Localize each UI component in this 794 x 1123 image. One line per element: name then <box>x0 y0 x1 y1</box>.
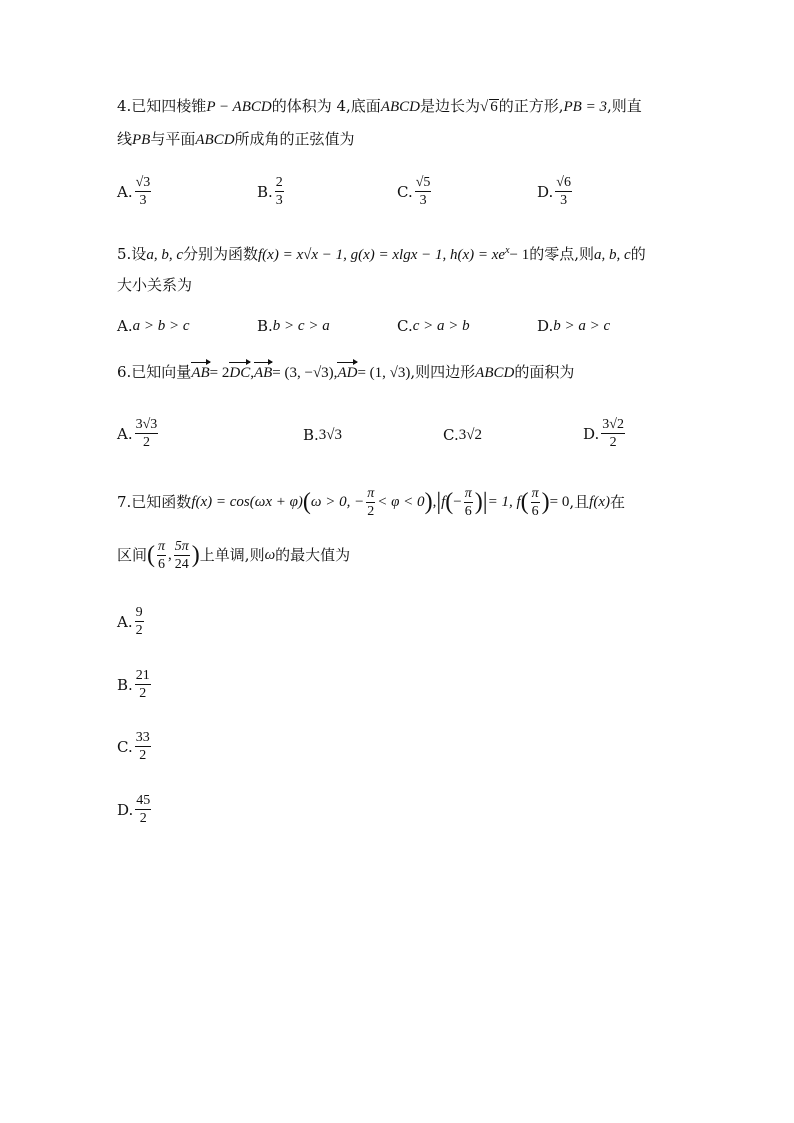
option-fraction <box>135 729 151 764</box>
denominator: 3 <box>419 193 427 208</box>
q7-text: 上单调,则 <box>199 546 265 564</box>
option-text: b > c > a <box>272 317 330 334</box>
q5-option-d[interactable] <box>537 317 610 335</box>
minus-sign: − <box>453 494 462 510</box>
option-label: D. <box>117 800 134 819</box>
option-label: A. <box>117 182 133 201</box>
q4-option-a[interactable] <box>117 174 153 209</box>
numerator: 2 <box>275 175 283 190</box>
option-fraction <box>555 174 572 209</box>
option-fraction <box>135 604 144 639</box>
q7-text: ,且 <box>569 493 590 511</box>
numerator: √6 <box>556 175 571 190</box>
option-fraction <box>275 174 284 209</box>
q4-text: 的正方形, <box>498 97 564 115</box>
numerator: π <box>464 485 472 501</box>
option-text: c > a > b <box>412 317 470 334</box>
q7-text: 的最大值为 <box>275 546 351 564</box>
q4-option-d[interactable] <box>537 174 574 209</box>
q6-line <box>117 362 574 383</box>
denominator: 24 <box>174 556 189 572</box>
q6-eq: = (1, √3) <box>357 365 411 381</box>
q4-sqrt6: 6 <box>490 99 498 115</box>
q6-vector-ab: AB <box>191 365 210 381</box>
option-label: A. <box>117 424 133 443</box>
abs-bar: | <box>482 489 488 515</box>
q4-pb-eq: PB = 3 <box>563 99 607 115</box>
q4-text: 线 <box>117 130 133 148</box>
option-label: B. <box>257 317 273 335</box>
numerator: √3 <box>135 175 151 190</box>
q4-plane: ABCD <box>195 132 235 148</box>
option-text: 3√2 <box>458 426 482 443</box>
denominator: 6 <box>464 503 472 519</box>
q7-pi-over-6 <box>157 538 166 573</box>
option-label: B. <box>117 675 133 694</box>
q5-text: 分别为函数 <box>182 245 258 263</box>
q6-option-a[interactable] <box>117 416 160 451</box>
option-text: 3√3 <box>318 426 343 443</box>
q7-fx: f(x) <box>589 494 610 510</box>
q7-omega: ω <box>264 547 276 563</box>
q7-eq-one: = 1, f <box>487 494 521 510</box>
q5-option-a[interactable] <box>117 317 190 335</box>
option-fraction <box>415 174 432 209</box>
q4-base: ABCD <box>380 99 420 115</box>
denominator: 2 <box>367 503 375 519</box>
q5-line2 <box>117 275 192 295</box>
numerator: 3√3 <box>135 417 158 432</box>
numerator: 5π <box>174 538 189 554</box>
q7-option-c[interactable] <box>117 729 153 764</box>
numerator: 45 <box>136 793 151 808</box>
denominator: 2 <box>139 811 147 826</box>
option-label: C. <box>117 737 133 756</box>
paren-open: ( <box>520 489 529 515</box>
q7-option-d[interactable] <box>117 792 153 827</box>
q7-5pi-over-24 <box>174 538 190 573</box>
numerator: π <box>158 538 166 554</box>
q7-pi-over-2 <box>366 485 375 520</box>
q5-option-c[interactable] <box>397 317 470 335</box>
q7-function: f(x) = cos(ωx + φ) <box>191 494 303 510</box>
option-fraction <box>135 174 152 209</box>
q4-line2 <box>117 129 355 150</box>
option-label: D. <box>583 424 600 443</box>
option-label: A. <box>117 317 133 335</box>
paren-close: ) <box>541 489 550 515</box>
denominator: 3 <box>560 193 568 208</box>
denominator: 2 <box>139 748 147 763</box>
q6-comma: , <box>250 365 254 381</box>
q6-text: ,则四边形 <box>410 363 476 381</box>
q5-functions: f(x) = x√x − 1, g(x) = xlgx − 1, h(x) = xe <box>258 247 506 263</box>
denominator: 2 <box>139 686 147 701</box>
q5-exponent: x <box>505 245 510 256</box>
option-label: D. <box>537 317 554 335</box>
paren-close: ) <box>191 542 200 568</box>
q4-text: 的体积为 4,底面 <box>271 97 381 115</box>
q5-minus-one: − 1 <box>509 247 530 263</box>
option-label: B. <box>303 426 319 444</box>
option-fraction <box>135 667 151 702</box>
q4-line1: 4.已知四棱锥P − ABCD的体积为 4,底面ABCD是边长为√ 6的正方形,PB = 3,则直 <box>117 97 642 115</box>
q5-vars: a, b, c <box>594 247 631 263</box>
numerator: 3√2 <box>602 417 624 432</box>
denominator: 2 <box>609 435 617 450</box>
q7-text: 7.已知函数 <box>117 493 192 511</box>
q6-option-c[interactable] <box>443 426 482 444</box>
paren-open: ( <box>302 489 311 515</box>
q4-text: 所成角的正弦值为 <box>234 130 355 148</box>
q7-option-b[interactable] <box>117 667 153 702</box>
q6-vector-dc: DC <box>229 365 251 381</box>
q7-line1: 7.已知函数 f(x) = cos(ωx + φ) ( ω > 0, − $\frac{\pi}{2}$ < φ < 0 ) , | f ( − $\frac{\pi}{6}$ ) | = 1, f ( $\frac{\pi}{6}$ ) = 0 ,且 f(x) 在 <box>117 485 625 519</box>
denominator: 3 <box>275 193 283 208</box>
q7-f: f <box>441 494 446 510</box>
q6-option-d[interactable] <box>583 416 627 451</box>
denominator: 6 <box>531 503 539 519</box>
q7-text: 在 <box>609 493 625 511</box>
q6-vector-ab: AB <box>253 365 273 381</box>
denominator: 6 <box>158 556 166 572</box>
q5-text: 的 <box>630 245 646 263</box>
abs-bar: | <box>436 489 442 515</box>
q5-line1 <box>117 241 646 265</box>
paren-open: ( <box>147 542 156 568</box>
option-label: C. <box>443 426 459 444</box>
q4-pb: PB <box>132 132 151 148</box>
q7-condition: < φ < 0 <box>377 494 425 510</box>
q7-pi-over-6 <box>464 485 473 520</box>
option-fraction <box>135 416 159 451</box>
q7-line2: 区间 ( $\frac{\pi}{6}$ , $\frac{5\pi}{24}$ ) 上单调,则 ω 的最大值为 <box>117 538 351 572</box>
q4-text: ,则直 <box>606 97 642 115</box>
q7-text: 区间 <box>117 546 148 564</box>
q6-eq: = (3, −√3), <box>272 365 338 381</box>
q4-pyramid: P − ABCD <box>206 99 272 115</box>
q7-eq-zero: = 0 <box>549 494 570 510</box>
denominator: 2 <box>142 435 150 450</box>
q6-option-b[interactable] <box>303 426 342 444</box>
numerator: √5 <box>415 175 431 190</box>
option-text: b > a > c <box>553 317 611 334</box>
q4-text: 4.已知四棱锥 <box>117 97 207 115</box>
numerator: π <box>531 485 539 501</box>
option-label: B. <box>257 182 273 201</box>
denominator: 2 <box>135 623 143 638</box>
denominator: 3 <box>139 193 147 208</box>
q5-text: 的零点,则 <box>529 245 595 263</box>
q6-text: 6.已知向量 <box>117 363 192 381</box>
q6-eq: = 2 <box>209 365 230 381</box>
option-label: D. <box>537 182 554 201</box>
option-fraction <box>601 416 625 451</box>
paren-close: ) <box>474 489 483 515</box>
numerator: 9 <box>135 605 143 620</box>
q6-vector-ad: AD <box>337 365 358 381</box>
q6-quad: ABCD <box>475 365 515 381</box>
q5-text: 5.设 <box>117 245 147 263</box>
q7-condition: ω > 0, − <box>310 494 365 510</box>
q7-option-a[interactable] <box>117 604 146 639</box>
q6-text: 的面积为 <box>514 363 575 381</box>
option-fraction <box>135 792 151 827</box>
option-text: a > b > c <box>132 317 190 334</box>
option-label: A. <box>117 612 133 631</box>
paren-open: ( <box>445 489 454 515</box>
q4-option-c[interactable] <box>397 174 433 209</box>
q4-option-b[interactable] <box>257 174 286 209</box>
option-label: C. <box>397 317 413 335</box>
q5-vars: a, b, c <box>146 247 183 263</box>
paren-close: ) <box>424 489 433 515</box>
option-label: C. <box>397 182 413 201</box>
numerator: π <box>367 485 375 501</box>
q4-text: 与平面 <box>150 130 196 148</box>
numerator: 33 <box>135 730 150 745</box>
q4-text: 是边长为 <box>419 97 480 115</box>
numerator: 21 <box>135 668 150 683</box>
q5-option-b[interactable] <box>257 317 330 335</box>
q5-text: 大小关系为 <box>117 276 193 294</box>
q7-pi-over-6 <box>531 485 540 520</box>
